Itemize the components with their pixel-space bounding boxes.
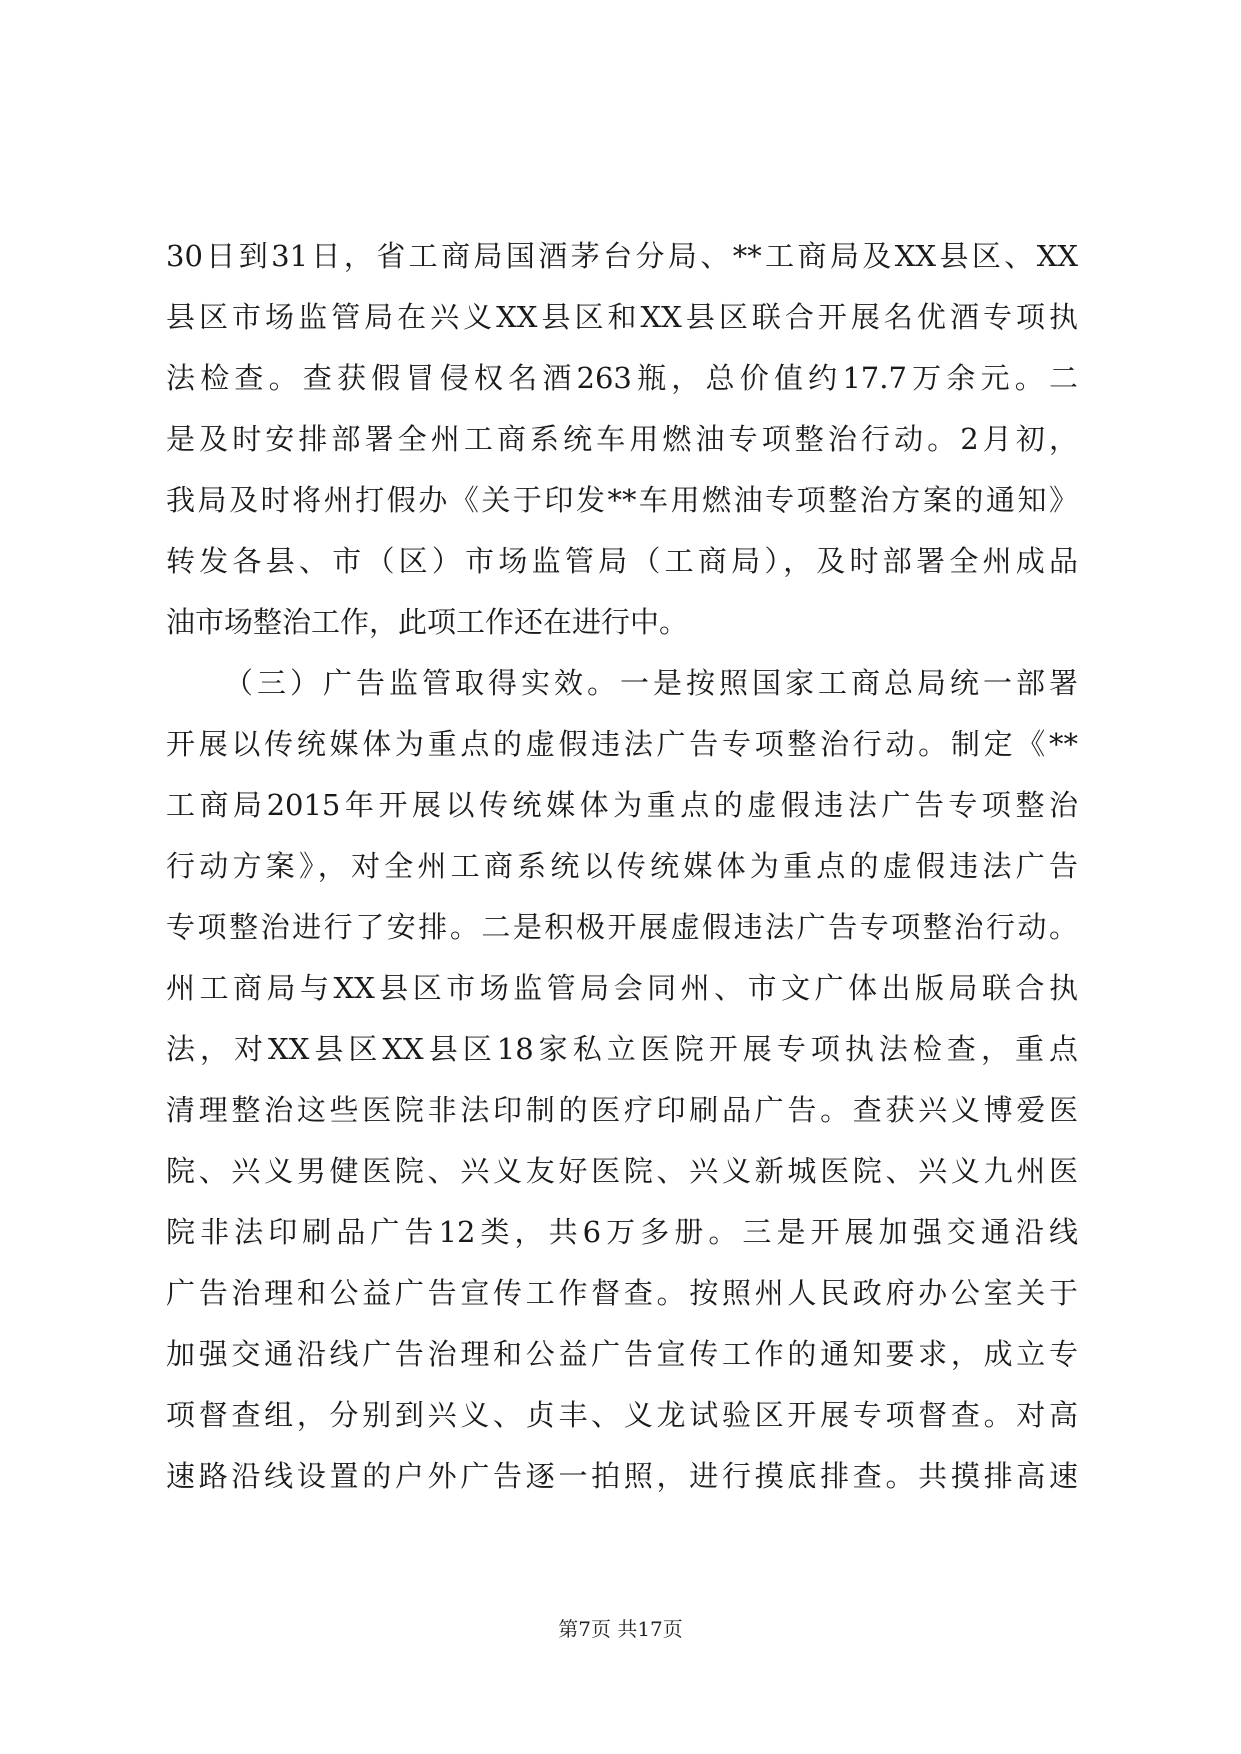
text-line: 30日到31日，省工商局国酒茅台分局、**工商局及XX县区、XX [166, 239, 1078, 273]
text-line: 广告治理和公益广告宣传工作督查。按照州人民政府办公室关于 [166, 1276, 1078, 1310]
text-line: 法检查。查获假冒侵权名酒263瓶，总价值约17.7万余元。二 [166, 361, 1078, 395]
text-line: 速路沿线设置的户外广告逐一拍照，进行摸底排查。共摸排高速 [166, 1459, 1078, 1493]
text-line: 开展以传统媒体为重点的虚假违法广告专项整治行动。制定《** [166, 727, 1078, 761]
text-line: 工商局2015年开展以传统媒体为重点的虚假违法广告专项整治 [166, 788, 1078, 822]
document-body [166, 226, 1078, 1507]
text-line: 院非法印刷品广告12类，共6万多册。三是开展加强交通沿线 [166, 1215, 1078, 1249]
text-line: 专项整治进行了安排。二是积极开展虚假违法广告专项整治行动。 [166, 910, 1078, 944]
text-line: 油市场整治工作，此项工作还在进行中。 [166, 605, 689, 639]
page-number-footer: 第7页 共17页 [558, 1617, 683, 1641]
text-line: 转发各县、市（区）市场监管局（工商局），及时部署全州成品 [166, 544, 1078, 578]
text-line: 院、兴义男健医院、兴义友好医院、兴义新城医院、兴义九州医 [166, 1154, 1078, 1188]
text-line: 法，对XX县区XX县区18家私立医院开展专项执法检查，重点 [166, 1032, 1078, 1066]
section-heading-line: （三）广告监管取得实效。一是按照国家工商总局统一部署 [224, 666, 1078, 700]
text-line: 州工商局与XX县区市场监管局会同州、市文广体出版局联合执 [166, 971, 1078, 1005]
text-line: 项督查组，分别到兴义、贞丰、义龙试验区开展专项督查。对高 [166, 1398, 1078, 1432]
text-line: 加强交通沿线广告治理和公益广告宣传工作的通知要求，成立专 [166, 1337, 1078, 1371]
text-line: 县区市场监管局在兴义XX县区和XX县区联合开展名优酒专项执 [166, 300, 1078, 334]
text-line: 我局及时将州打假办《关于印发**车用燃油专项整治方案的通知》 [166, 483, 1078, 517]
text-line: 清理整治这些医院非法印制的医疗印刷品广告。查获兴义博爱医 [166, 1093, 1078, 1127]
text-line: 是及时安排部署全州工商系统车用燃油专项整治行动。2月初， [166, 422, 1078, 456]
text-line: 行动方案》，对全州工商系统以传统媒体为重点的虚假违法广告 [166, 849, 1078, 883]
